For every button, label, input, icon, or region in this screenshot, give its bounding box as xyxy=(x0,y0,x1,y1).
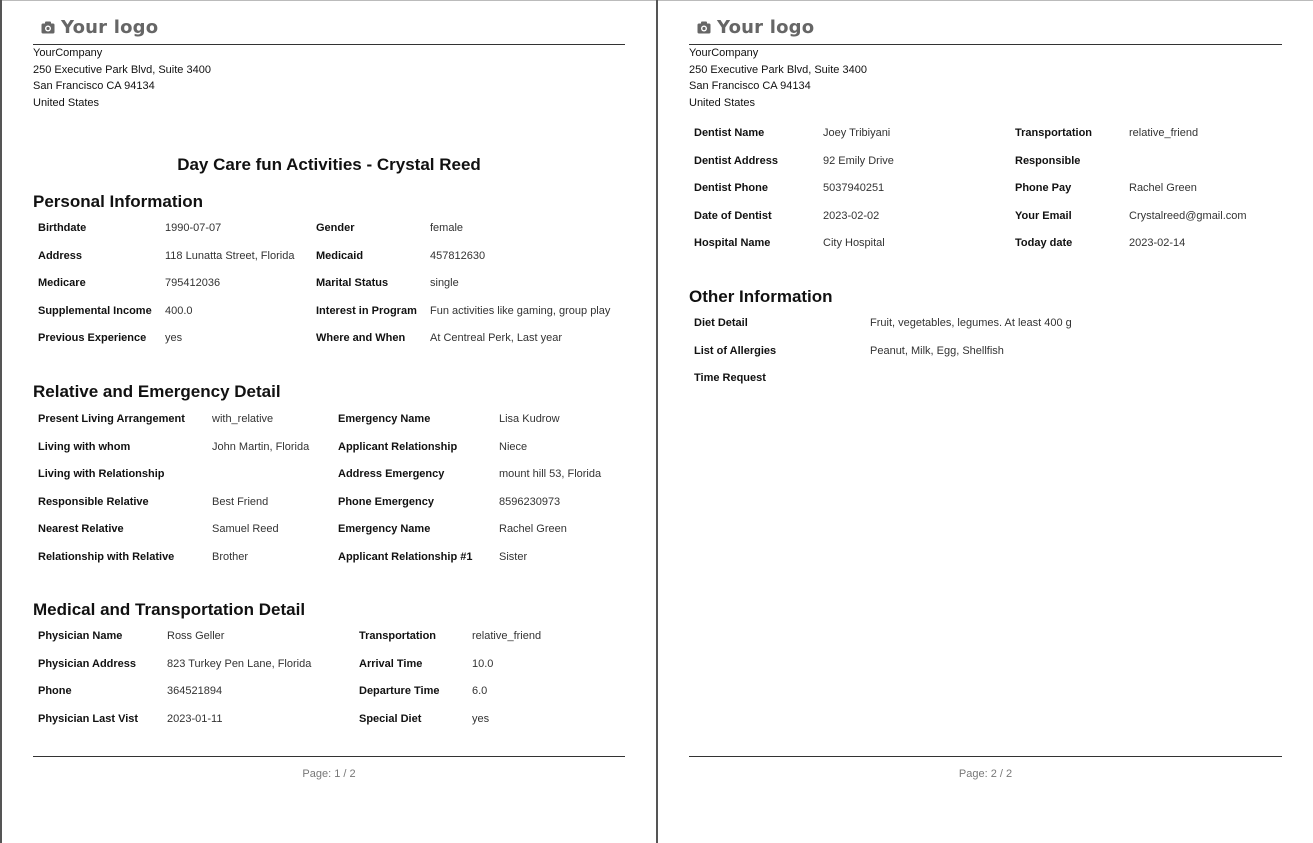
field-label: Interest in Program xyxy=(316,304,417,317)
field-value: City Hospital xyxy=(823,237,885,249)
field-value: 10.0 xyxy=(472,657,494,670)
field-label: Phone xyxy=(38,685,72,697)
field-label: Hospital Name xyxy=(694,237,771,249)
field-value: 2023-02-14 xyxy=(1129,237,1186,249)
field-value: Crystalreed@gmail.com xyxy=(1129,209,1247,222)
field-label: Responsible xyxy=(1015,154,1081,167)
field-value: Best Friend xyxy=(212,495,269,508)
field-value: yes xyxy=(165,332,183,344)
page-number: Page: 1 / 2 xyxy=(302,768,356,780)
field-value: Fun activities like gaming, group play xyxy=(430,304,611,317)
company-city: San Francisco CA 94134 xyxy=(689,80,811,92)
camera-icon xyxy=(41,21,55,34)
field-value: mount hill 53, Florida xyxy=(499,468,602,480)
viewer-left-edge xyxy=(0,0,2,843)
company-name: YourCompany xyxy=(33,47,103,59)
field-value: Joey Tribiyani xyxy=(823,127,891,139)
field-value: 457812630 xyxy=(430,249,486,262)
field-value: Fruit, vegetables, legumes. At least 400 g xyxy=(870,317,1072,329)
field-label: Supplemental Income xyxy=(38,304,152,317)
field-value: yes xyxy=(472,712,490,725)
field-value: 400.0 xyxy=(165,304,193,317)
field-label: Medicaid xyxy=(316,249,364,262)
field-value: 118 Lunatta Street, Florida xyxy=(165,249,295,262)
document-title: Day Care fun Activities - Crystal Reed xyxy=(177,155,481,174)
field-value: Brother xyxy=(212,550,249,563)
field-value: 6.0 xyxy=(472,685,488,697)
field-label: Responsible Relative xyxy=(38,495,149,508)
field-label: Transportation xyxy=(359,630,437,642)
field-value: Sister xyxy=(499,550,528,563)
field-label: Phone Emergency xyxy=(338,495,434,508)
section-medical-transportation: Medical and Transportation Detail xyxy=(33,600,306,619)
field-value: Ross Geller xyxy=(167,630,225,642)
company-country: United States xyxy=(33,96,100,109)
field-value: relative_friend xyxy=(472,630,542,642)
field-label: Address Emergency xyxy=(338,468,445,480)
field-value: Peanut, Milk, Egg, Shellfish xyxy=(870,344,1004,357)
field-label: Physician Name xyxy=(38,630,123,642)
field-value: with_relative xyxy=(212,413,274,425)
company-name: YourCompany xyxy=(689,47,759,59)
field-label: Where and When xyxy=(316,332,406,344)
report-page-2 xyxy=(689,0,1282,843)
field-label: Nearest Relative xyxy=(38,523,124,535)
field-label: Relationship with Relative xyxy=(38,550,175,563)
company-address xyxy=(689,45,867,111)
field-label: Gender xyxy=(316,222,355,234)
field-label: Address xyxy=(38,249,83,262)
field-label: Time Request xyxy=(694,372,766,384)
field-label: Departure Time xyxy=(359,685,440,697)
page-number: Page: 2 / 2 xyxy=(958,768,1013,780)
field-value: single xyxy=(430,277,459,289)
section-relative-emergency: Relative and Emergency Detail xyxy=(33,382,281,401)
field-value: John Martin, Florida xyxy=(212,440,310,453)
field-value: 364521894 xyxy=(167,685,223,697)
section-personal-information: Personal Information xyxy=(33,192,204,211)
field-value: 795412036 xyxy=(165,277,221,289)
field-value: 2023-01-11 xyxy=(167,712,223,725)
logo-text: Your logo xyxy=(61,17,159,38)
section-other-information: Other Information xyxy=(689,287,833,306)
field-label: Emergency Name xyxy=(338,523,431,535)
company-city: San Francisco CA 94134 xyxy=(33,80,155,92)
field-value: Rachel Green xyxy=(1129,182,1197,194)
field-value: Lisa Kudrow xyxy=(499,413,560,425)
footer-rule xyxy=(33,756,625,757)
field-label: Physician Last Vist xyxy=(38,712,139,725)
field-value: 1990-07-07 xyxy=(165,222,222,234)
field-label: Diet Detail xyxy=(694,317,748,329)
field-label: Marital Status xyxy=(316,277,389,289)
field-label: Living with Relationship xyxy=(38,468,165,480)
field-label: Transportation xyxy=(1015,127,1093,139)
field-value: Rachel Green xyxy=(499,523,567,535)
camera-icon xyxy=(697,21,711,34)
field-label: Medicare xyxy=(38,277,86,289)
company-logo xyxy=(41,17,158,38)
field-label: Previous Experience xyxy=(38,332,147,344)
company-street: 250 Executive Park Blvd, Suite 3400 xyxy=(689,63,867,76)
report-page-1 xyxy=(33,0,625,843)
field-label: Applicant Relationship #1 xyxy=(338,550,473,563)
company-street: 250 Executive Park Blvd, Suite 3400 xyxy=(33,63,211,76)
field-label: Your Email xyxy=(1015,209,1072,222)
field-label: Dentist Phone xyxy=(694,182,768,194)
company-country: United States xyxy=(689,96,756,109)
field-value: 823 Turkey Pen Lane, Florida xyxy=(167,657,312,670)
footer-rule xyxy=(689,756,1282,757)
field-value: 92 Emily Drive xyxy=(823,154,894,167)
company-address xyxy=(33,45,211,111)
field-label: Phone Pay xyxy=(1015,182,1072,194)
field-label: Present Living Arrangement xyxy=(38,413,185,425)
field-label: Physician Address xyxy=(38,657,137,670)
field-label: Dentist Name xyxy=(694,127,765,139)
field-label: Dentist Address xyxy=(694,154,778,167)
field-value: 5037940251 xyxy=(823,182,885,194)
field-value: 8596230973 xyxy=(499,495,561,508)
field-value: Samuel Reed xyxy=(212,523,279,535)
field-value: female xyxy=(430,222,464,234)
field-value: Niece xyxy=(499,440,528,453)
logo-text: Your logo xyxy=(717,17,815,38)
field-value: At Centreal Perk, Last year xyxy=(430,332,563,344)
field-value: relative_friend xyxy=(1129,127,1199,139)
field-label: Living with whom xyxy=(38,440,131,453)
field-label: Birthdate xyxy=(38,222,87,234)
field-label: Special Diet xyxy=(359,712,422,725)
field-label: Arrival Time xyxy=(359,657,423,670)
field-value: 2023-02-02 xyxy=(823,209,880,222)
field-label: List of Allergies xyxy=(694,344,777,357)
field-label: Applicant Relationship xyxy=(338,440,458,453)
page-divider xyxy=(656,0,658,843)
company-logo xyxy=(697,17,814,38)
field-label: Emergency Name xyxy=(338,413,431,425)
field-label: Date of Dentist xyxy=(694,209,772,222)
field-label: Today date xyxy=(1015,237,1073,249)
